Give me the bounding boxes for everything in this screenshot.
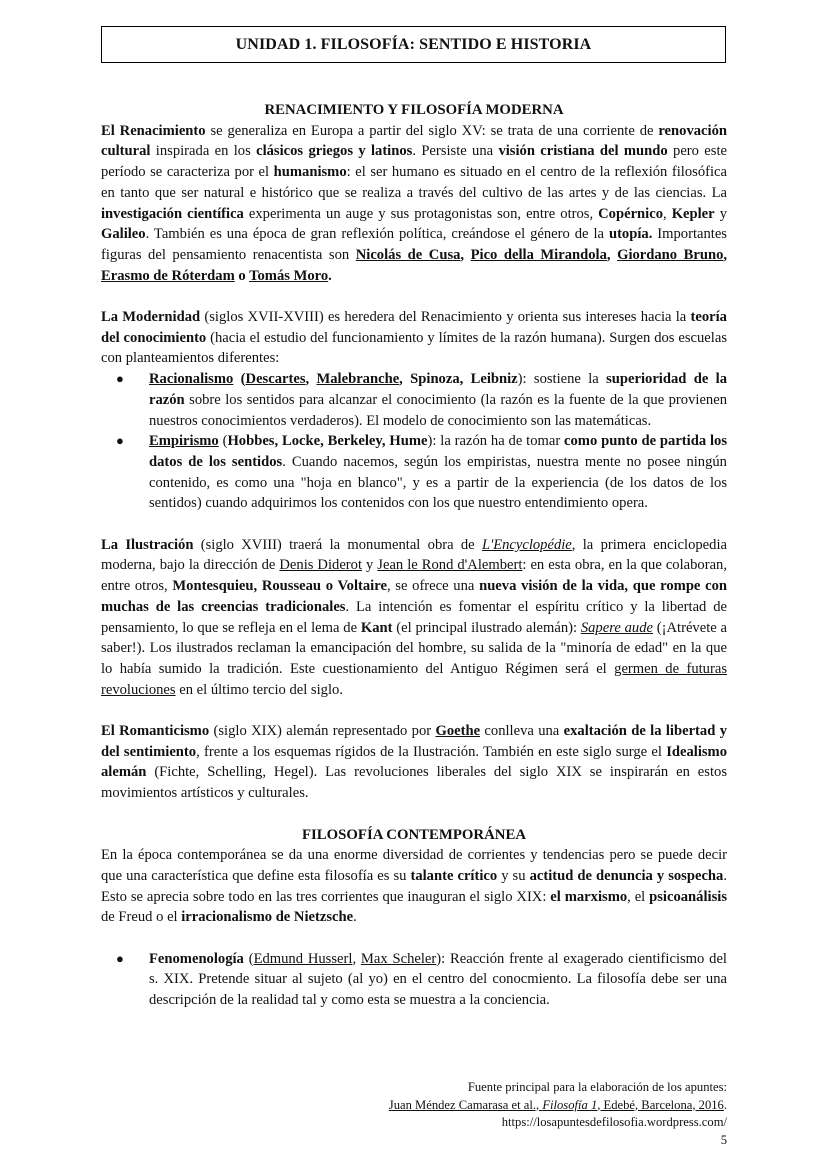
link-giordano-bruno[interactable]: Giordano Bruno [617,246,724,263]
text: o [234,267,250,284]
term: visión cristiana del mundo [498,143,668,160]
list-item-fenomenologia [116,949,727,1011]
footer-reference [389,1097,727,1115]
bullet-icon: ● [116,950,124,966]
text: . [353,909,357,926]
term-fenomenologia: Fenomenología [149,950,244,967]
bullet-icon: ● [116,433,124,449]
term: Copérnico [598,205,663,222]
text: , se ofrece una [386,578,480,595]
term: renovación cultural [101,122,727,160]
text: ): sostiene la [517,371,607,388]
term: como punto de partida los datos de los sentidos [149,433,727,470]
text: , [460,246,471,263]
link-goethe[interactable]: Goethe [435,723,481,740]
link-max-scheler[interactable]: Max Scheler [360,950,437,967]
text: se generaliza en Europa a partir del siglo XV: se trata de una corriente de [205,122,659,139]
bullet-icon: ● [116,371,124,387]
text: , [606,246,618,263]
paragraph-romanticismo [101,721,727,804]
text: . [328,267,332,284]
term: irracionalismo de Nietzsche [181,909,354,926]
footer-url: https://losapuntesdefilosofia.wordpress.com/ [501,1115,727,1129]
list-item-empirismo [116,431,727,514]
text: conlleva una [480,723,564,740]
term: Hobbes, Locke, Berkeley, Hume [227,433,428,450]
link-descartes[interactable]: Descartes [245,371,306,388]
text: ( [218,433,228,450]
text: (Fichte, Schelling, Hegel). Las revoluciones liberales del siglo XIX se inspirarán en estos movimientos artísticos y culturales. [101,764,727,802]
paragraph-contemporanea [101,845,727,928]
text: . Esto se aprecia sobre todo en las tres corrientes que inauguran el siglo XIX: [101,867,727,905]
text: , el [627,888,650,905]
text: (hacia el estudio del funcionamiento y límites de la razón humana). Surgen dos escuelas con planteamientos diferentes: [101,329,727,367]
term: investigación científica [101,205,244,222]
term: talante crítico [410,867,498,884]
link-germen-revoluciones[interactable]: germen de futuras revoluciones [101,660,728,698]
paragraph-renacimiento [101,121,727,287]
link-encyclopedie[interactable]: L'Encyclopédie [481,536,572,553]
link-edmund-husserl[interactable]: Edmund Husserl [253,950,353,967]
page-footer [389,1079,727,1149]
text: : en esta obra, en la que colaboran, entre otros, [101,557,728,595]
term: Idealismo alemán [101,743,728,781]
link-denis-diderot[interactable]: Denis Diderot [279,557,363,574]
reference-publisher: , Edebé, Barcelona, 2016 [597,1097,724,1112]
paragraph-modernidad [101,307,727,369]
text: , [352,950,361,967]
term: el marxismo [550,888,628,905]
contemporary-list [101,949,727,1011]
link-empirismo[interactable]: Empirismo [149,433,219,450]
text: ): Reacción frente al exagerado cientificismo del s. XIX. Pretende situar al sujeto (al yo) en el centro del conocmiento. La filosofía debe ser una descripción de la realidad tal y como esta se muestra a la conciencia. [149,950,727,1009]
link-pico-della-mirandola[interactable]: Pico della Mirandola [470,246,607,263]
list-item-racionalismo [116,369,727,431]
unit-title-box [101,26,726,63]
term: Kant [360,619,393,636]
section-heading-contemporanea: FILOSOFÍA CONTEMPORÁNEA [301,826,527,843]
term: exaltación de la libertad y del sentimiento [101,723,727,760]
text: ( [233,371,246,388]
text: (el principal ilustrado alemán): [392,619,581,636]
footer-source-label: Fuente principal para la elaboración de los apuntes: [467,1080,727,1094]
term-romanticismo: El Romanticismo [101,723,210,740]
term: Galileo [101,226,146,243]
text: , [305,371,317,388]
term: Kepler [671,205,715,222]
link-erasmo-de-roterdam[interactable]: Erasmo de Róterdam [101,267,235,284]
term: superioridad de la razón [149,371,727,408]
reference-title: Filosofía 1 [542,1097,598,1112]
text: (siglos XVII-XVIII) es heredera del Renacimiento y orienta sus intereses hacia la [200,309,691,326]
term: clásicos griegos y latinos [256,143,413,160]
text: Importantes figuras del pensamiento renacentista son [101,226,727,263]
text: y [714,205,727,222]
schools-list [101,369,727,514]
page-number: 5 [720,1132,727,1147]
text: pero este período se caracteriza por el [101,143,727,181]
term-ilustracion: La Ilustración [101,536,194,553]
document-body [101,100,727,1011]
text: , [723,246,728,263]
link-nicolas-de-cusa[interactable]: Nicolás de Cusa [355,246,461,263]
paragraph-ilustracion [101,535,727,701]
link-sapere-aude[interactable]: Sapere aude [580,619,653,636]
text: (¡Atrévete a saber!). Los ilustrados reclaman la emancipación del hombre, su salida de la "minoría de edad" en la que lo había sumido la tradición. Este cuestionamiento del Antiguo Régimen será el [101,619,728,677]
text: en el último tercio del siglo. [175,681,343,698]
term: utopía. [608,226,653,243]
term: nueva visión de la vida, que rompe con muchas de las creencias tradicionales [101,578,728,615]
text: sobre los sentidos para alcanzar el conocimiento (la razón es la fuente de la que provienen nuestros conocimientos verdaderos). El modelo de conocimiento son las matemáticas. [149,391,727,429]
text: . La intención es fomentar el espíritu crítico y la libertad de pensamiento, lo que se refleja en el lema de [101,598,727,636]
text: (siglo XIX) alemán representado por [209,723,436,740]
term-renacimiento: El Renacimiento [101,122,206,139]
link-tomas-moro[interactable]: Tomás Moro [249,267,329,284]
text: y su [497,867,530,884]
text: . Cuando nacemos, según los empiristas, nuestra mente no posee ningún contenido, es como una "hoja en blanco", y es a partir de la experiencia (de los datos de los sentidos) cuando adquirimos los contenidos con los que nuestro entendimiento opera. [149,453,727,512]
term: psicoanálisis [649,888,727,905]
text: inspirada en los [150,143,257,160]
term: Montesquieu, Rousseau o Voltaire [172,578,387,595]
text: En la época contemporánea se da una enorme diversidad de corrientes y tendencias pero se puede decir que una característica que define esta filosofía es su [101,847,727,884]
text: experimenta un auge y sus protagonistas son, entre otros, [243,205,599,222]
link-malebranche[interactable]: Malebranche [316,371,400,388]
link-dalembert[interactable]: Jean le Rond d'Alembert [377,557,523,574]
section-heading-renacimiento: RENACIMIENTO Y FILOSOFÍA MODERNA [264,102,564,118]
term: humanismo [273,164,347,181]
text: ( [243,950,254,967]
term-modernidad: La Modernidad [101,309,201,326]
text: , la primera enciclopedia moderna, bajo la dirección de [101,536,727,574]
text: de Freud o el [101,909,182,926]
reference-author: Juan Méndez Camarasa et al., [388,1097,543,1112]
text: : el ser humano es situado en el centro de la reflexión filosófica en tanto que ser natural e histórico que se realiza a través del cultivo de las artes y de las ciencias. La [101,164,728,201]
text: . [723,1097,727,1112]
unit-title: UNIDAD 1. FILOSOFÍA: SENTIDO E HISTORIA [235,35,592,53]
text: , frente a los esquemas rígidos de la Ilustración. También en este siglo surge el [196,743,667,760]
text: , [663,205,672,222]
reference-link[interactable] [389,1098,724,1112]
term: teoría del conocimiento [101,309,727,346]
text: , Spinoza, Leibniz [399,371,518,388]
text: ): la razón ha de tomar [427,433,565,450]
link-racionalismo[interactable]: Racionalismo [149,371,234,388]
text: y [362,557,378,574]
text: (siglo XVIII) traerá la monumental obra de [193,536,482,553]
text: . También es una época de gran reflexión política, creándose el género de la [145,226,609,243]
term: actitud de denuncia y sospecha [529,867,724,884]
text: . Persiste una [412,143,499,160]
